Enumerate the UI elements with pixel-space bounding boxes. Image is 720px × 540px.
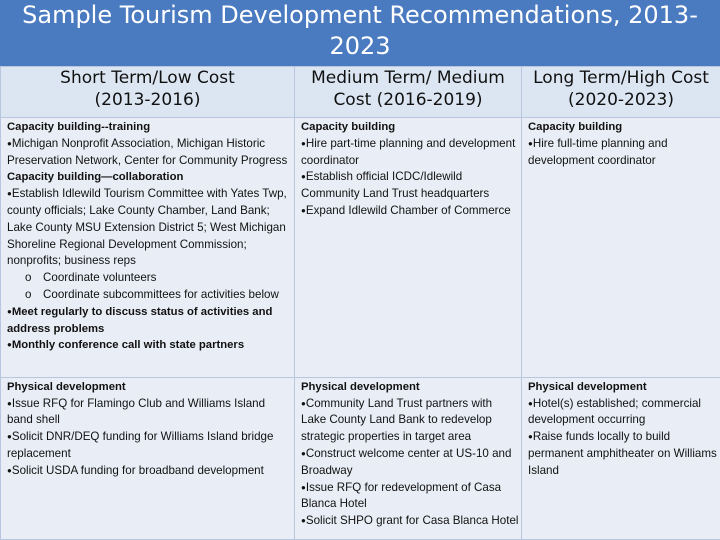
list-item: ● Hotel(s) established; commercial development occurring xyxy=(528,396,718,430)
recommendations-table xyxy=(0,66,720,540)
long-term-capacity-cell xyxy=(522,117,720,377)
physical-development-row xyxy=(1,377,720,539)
column-header-line: (2020-2023) xyxy=(568,90,674,110)
list-item: ● Issue RFQ for redevelopment of Casa Blanca Hotel xyxy=(301,480,519,514)
cell-heading: Capacity building—collaboration xyxy=(7,171,184,184)
list-item: ● Michigan Nonprofit Association, Michigan Historic Preservation Network, Center for Community Progress xyxy=(7,136,292,170)
short-term-physical-cell xyxy=(1,377,295,539)
column-header-medium-term xyxy=(295,67,522,118)
list-item: ● Solicit DNR/DEQ funding for Williams Island bridge replacement xyxy=(7,429,292,463)
short-term-capacity-cell xyxy=(1,117,295,377)
sub-list-item: o Coordinate volunteers xyxy=(7,270,292,287)
list-item: ● Raise funds locally to build permanent amphitheater on Williams Island xyxy=(528,429,718,479)
medium-term-physical-cell xyxy=(295,377,522,539)
list-item: ● Establish Idlewild Tourism Committee with Yates Twp, county officials; Lake County Chamber, Land Bank; Lake County MSU Extension District 5; West Michigan Shoreline Regional Development Commission; nonprofits; business reps xyxy=(7,186,292,270)
column-header-line: Long Term/High Cost xyxy=(533,68,709,88)
medium-term-capacity-cell xyxy=(295,117,522,377)
list-item: ● Hire full-time planning and development coordinator xyxy=(528,136,718,170)
cell-heading: Physical development xyxy=(528,380,647,393)
cell-heading: Capacity building--training xyxy=(7,120,151,133)
column-header-line: (2013-2016) xyxy=(94,90,201,110)
list-item: ● Construct welcome center at US-10 and Broadway xyxy=(301,446,519,480)
long-term-physical-cell xyxy=(522,377,720,539)
list-item: ● Community Land Trust partners with Lake County Land Bank to redevelop strategic properties in target area xyxy=(301,396,519,446)
list-item: ● Monthly conference call with state partners xyxy=(7,337,292,354)
list-item: ● Solicit SHPO grant for Casa Blanca Hotel xyxy=(301,513,519,530)
capacity-building-row xyxy=(1,117,720,377)
list-item: ● Hire part-time planning and development coordinator xyxy=(301,136,519,170)
column-header-line: Cost (2016-2019) xyxy=(333,90,483,110)
list-item: ● Meet regularly to discuss status of activities and address problems xyxy=(7,304,292,338)
column-header-short-term xyxy=(1,67,295,118)
column-header-line: Medium Term/ Medium xyxy=(311,68,505,88)
list-item: ● Establish official ICDC/Idlewild Community Land Trust headquarters xyxy=(301,169,519,203)
slide-title: Sample Tourism Development Recommendations, 2013-2023 xyxy=(0,0,720,66)
list-item: ● Solicit USDA funding for broadband development xyxy=(7,463,292,480)
sub-list-item: o Coordinate subcommittees for activities below xyxy=(7,287,292,304)
list-item: ● Issue RFQ for Flamingo Club and Williams Island band shell xyxy=(7,396,292,430)
column-header-line: Short Term/Low Cost xyxy=(60,68,235,88)
list-item: ● Expand Idlewild Chamber of Commerce xyxy=(301,203,519,220)
cell-heading: Capacity building xyxy=(301,120,396,133)
header-row xyxy=(1,67,720,118)
cell-heading: Physical development xyxy=(301,380,420,393)
cell-heading: Capacity building xyxy=(528,120,623,133)
cell-heading: Physical development xyxy=(7,380,126,393)
column-header-long-term xyxy=(522,67,720,118)
